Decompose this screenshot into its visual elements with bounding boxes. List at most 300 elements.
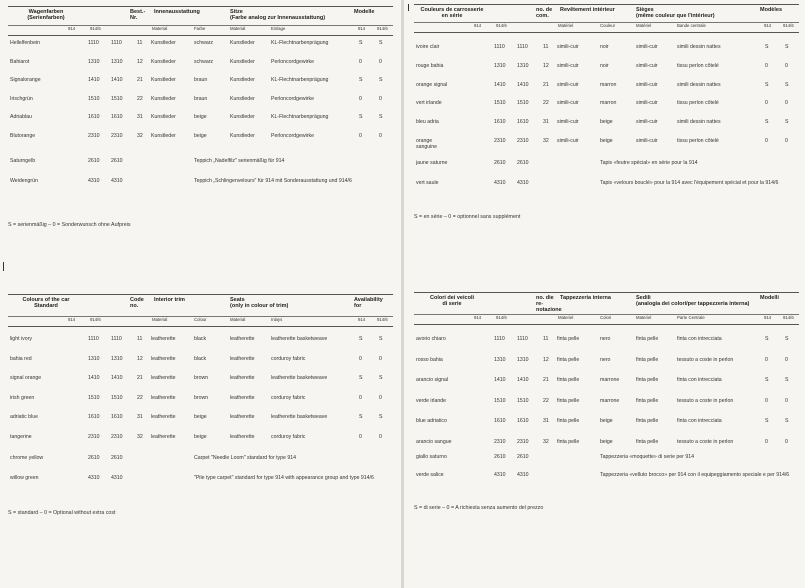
name: Bahiarot	[10, 58, 30, 65]
avail-914: 0	[765, 62, 768, 69]
trim-colour: marron	[600, 81, 617, 88]
avail-914: S	[359, 114, 363, 120]
trim-material: finta pelle	[557, 377, 580, 383]
name: vert irlande	[416, 100, 442, 107]
seat-inlay: KL-Flechtnarbenprägung	[271, 114, 329, 120]
seat-inlay: Perloncordgewirke	[271, 132, 314, 139]
table-row	[414, 336, 799, 346]
avail-914: S	[765, 336, 769, 342]
table-row	[8, 414, 393, 424]
name: Irischgrün	[10, 95, 33, 102]
table-row	[414, 398, 799, 408]
subheader-cell: 914/6	[90, 317, 101, 322]
trim-material: Kunstleder	[151, 40, 176, 46]
avail-9146: 0	[379, 132, 382, 139]
name: willow green	[10, 475, 39, 481]
seat-inlay: KL-Flechtnarbenprägung	[271, 77, 329, 83]
table-en	[8, 294, 393, 522]
code-9146: 1510	[111, 95, 123, 102]
avail-914: S	[765, 81, 769, 88]
code-9146: 1610	[517, 418, 529, 424]
order-no: 21	[137, 77, 143, 83]
avail-914: 0	[359, 58, 362, 65]
avail-9146: S	[379, 414, 383, 421]
trim-material: simili-cuir	[557, 62, 579, 69]
seat-material: finta pelle	[636, 377, 659, 383]
trim-material: Kunstleder	[151, 95, 176, 102]
seat-inlay: KL-Flechtnarbenprägung	[271, 40, 329, 46]
table-row	[414, 82, 799, 92]
avail-914: 0	[359, 355, 362, 362]
code-914: 1510	[88, 394, 100, 401]
code-9146: 2610	[517, 160, 529, 166]
subheader-cell: Einlage	[271, 26, 286, 31]
trim-material: simili-cuir	[557, 119, 579, 126]
trim-material: Kunstleder	[151, 132, 176, 139]
code-9146: 1110	[111, 336, 122, 342]
code-9146: 2310	[517, 438, 529, 445]
header-col3: Revêtement intérieur	[560, 7, 615, 13]
trim-colour: marrone	[600, 397, 620, 404]
carpet-note: Teppich „Nadelfilz" serienmäßig für 914	[194, 158, 285, 164]
table-row	[414, 418, 799, 428]
table-row	[8, 336, 393, 346]
code-9146: 1610	[517, 119, 529, 126]
name: blue adriatico	[416, 418, 447, 424]
trim-material: simili-cuir	[557, 138, 579, 144]
code-9146: 2610	[111, 158, 123, 164]
table-header	[8, 294, 393, 327]
seat-inlay: tessuto a coste in perlon	[677, 397, 734, 404]
trim-material: finta pelle	[557, 336, 580, 342]
table-row	[414, 119, 799, 129]
subheader-cell: Materiel	[558, 315, 574, 320]
avail-914: 0	[359, 95, 362, 102]
header-col1: Colori dei veicoli di serie	[429, 295, 474, 307]
header-col5: Modelle	[354, 9, 375, 15]
seat-material: leatherette	[230, 414, 255, 421]
code-914: 1610	[494, 418, 506, 424]
code-9146: 1510	[517, 397, 529, 404]
trim-colour: brown	[194, 375, 209, 382]
order-no: 32	[137, 132, 143, 139]
subheader-cell: 914/6	[783, 23, 794, 28]
name: ivoire clair	[416, 44, 440, 50]
trim-colour: black	[194, 336, 207, 342]
seat-material: leatherette	[230, 336, 255, 342]
trim-colour: marrone	[600, 377, 620, 383]
avail-914: S	[359, 336, 363, 342]
avail-9146: S	[379, 336, 383, 342]
code-914: 1310	[88, 58, 100, 65]
subheader-cell: Matériel	[558, 23, 574, 28]
header-col2: no. de com.	[536, 7, 553, 19]
table-row	[8, 434, 393, 444]
subheader-cell: Bande centrale	[677, 23, 706, 28]
trim-colour: beige	[194, 114, 207, 120]
seat-material: leatherette	[230, 355, 255, 362]
order-no: 12	[137, 355, 143, 362]
order-no: 12	[543, 62, 549, 69]
header-col3: Innenausstattung	[154, 9, 200, 15]
trim-material: Kunstleder	[151, 114, 176, 120]
name: signal orange	[10, 375, 42, 382]
code-9146: 2610	[517, 454, 529, 460]
table-row	[8, 455, 393, 465]
trim-colour: schwarz	[194, 58, 214, 65]
name: light ivory	[10, 336, 32, 342]
avail-914: S	[359, 414, 363, 421]
seat-material: Kunstleder	[230, 77, 255, 83]
order-no: 32	[137, 434, 143, 440]
code-914: 1410	[494, 377, 506, 383]
seat-material: simili-cuir	[636, 138, 658, 144]
trim-material: simili-cuir	[557, 100, 579, 107]
seat-inlay: leatherette basketweave	[271, 414, 328, 421]
trim-material: leatherette	[151, 434, 176, 440]
seat-material: simili-cuir	[636, 62, 658, 69]
order-no: 22	[137, 394, 143, 401]
code-9146: 1410	[111, 375, 123, 382]
code-9146: 4310	[517, 180, 529, 186]
order-no: 32	[543, 138, 549, 144]
avail-914: 0	[765, 100, 768, 107]
header-col5: Modèles	[760, 7, 783, 13]
header-col2: Best.- Nr.	[130, 9, 146, 21]
name: rouge bahia	[416, 62, 444, 69]
code-914: 4310	[494, 472, 506, 478]
avail-9146: 0	[785, 397, 788, 404]
header-col5: Availability for	[354, 297, 383, 309]
avail-914: 0	[359, 132, 362, 139]
trim-colour: braun	[194, 77, 208, 83]
seat-material: finta pelle	[636, 397, 659, 404]
trim-material: leatherette	[151, 336, 176, 342]
trim-material: finta pelle	[557, 356, 580, 363]
code-914: 2310	[494, 138, 506, 144]
name: avorio chiaro	[416, 336, 446, 342]
name: Signalorange	[10, 77, 41, 83]
trim-material: simili-cuir	[557, 44, 579, 50]
seat-inlay: Perloncordgewirke	[271, 95, 314, 102]
header-col3: Interior trim	[154, 297, 185, 303]
code-9146: 1110	[111, 40, 122, 46]
seat-inlay: finta con intrecciata	[677, 418, 722, 424]
subheader-cell: Material	[152, 317, 168, 322]
avail-9146: 0	[785, 438, 788, 445]
seat-inlay: tessuto a coste in perlon	[677, 438, 734, 445]
seat-material: Kunstleder	[230, 132, 255, 139]
name: jaune saturne	[416, 160, 448, 166]
trim-material: finta pelle	[557, 418, 580, 424]
code-914: 1510	[494, 397, 506, 404]
seat-inlay: simili dessin nattes	[677, 44, 721, 50]
subheader-cell: 914/6	[90, 26, 101, 31]
name: orange sanguine	[416, 138, 438, 150]
order-no: 11	[137, 336, 143, 342]
table-row	[414, 439, 799, 449]
table-row	[414, 472, 799, 482]
code-9146: 2310	[517, 138, 529, 144]
table-header	[414, 4, 799, 33]
avail-914: 0	[765, 356, 768, 363]
seat-material: Kunstleder	[230, 58, 255, 65]
code-9146: 2310	[111, 434, 123, 440]
trim-colour: nero	[600, 336, 611, 342]
header-col4: Sièges (même couleur que l'intérieur)	[636, 7, 715, 19]
table-row	[414, 160, 799, 170]
table-row	[8, 356, 393, 366]
header-col2: no. die re- notazione	[536, 295, 562, 313]
seat-material: simili-cuir	[636, 100, 658, 107]
trim-colour: beige	[600, 418, 613, 424]
subheader-cell: 914/6	[377, 26, 388, 31]
header-col1: Colours of the car Standard	[22, 297, 70, 309]
subheader-cell: 914	[764, 315, 772, 320]
order-no: 22	[543, 397, 549, 404]
subheader-cell: 914	[474, 23, 482, 28]
name: adriatic blue	[10, 414, 38, 421]
carpet-note: Tapis «velours bouclé» pour la 914 avec l'équipement spécial et pour la 914/6	[600, 180, 779, 186]
footnote: S = en série – 0 = optionnel sans supplément	[414, 214, 521, 220]
carpet-note: Tapis «feutre spécial» en série pour la 914	[600, 160, 698, 166]
table-row	[414, 63, 799, 73]
trim-material: simili-cuir	[557, 81, 579, 88]
table-row	[8, 395, 393, 405]
order-no: 31	[543, 418, 549, 424]
seat-inlay: leatherette basketweave	[271, 375, 328, 382]
page-spine	[401, 0, 404, 588]
seat-inlay: leatherette basketweave	[271, 336, 328, 342]
trim-material: leatherette	[151, 355, 176, 362]
code-9146: 1510	[517, 100, 529, 107]
order-no: 21	[543, 81, 549, 88]
trim-colour: beige	[600, 438, 613, 445]
table-row	[8, 375, 393, 385]
seat-material: leatherette	[230, 394, 255, 401]
table-row	[414, 100, 799, 110]
carpet-note: "Pile type carpet" standard for type 914 with appearance group and type 914/6	[194, 475, 374, 481]
code-9146: 1310	[111, 355, 123, 362]
seat-inlay: corduroy fabric	[271, 355, 306, 362]
code-914: 1410	[494, 81, 506, 88]
avail-914: S	[765, 377, 769, 383]
avail-914: 0	[359, 434, 362, 440]
avail-9146: S	[379, 77, 383, 83]
trim-material: Kunstleder	[151, 58, 176, 65]
code-914: 1410	[88, 375, 100, 382]
avail-914: 0	[765, 138, 768, 144]
seat-inlay: finta con intrecciata	[677, 377, 722, 383]
subheader-cell: 914	[474, 315, 482, 320]
seat-material: leatherette	[230, 375, 255, 382]
code-914: 2310	[494, 438, 506, 445]
header-col5: Modelli	[760, 295, 779, 301]
code-914: 4310	[88, 178, 100, 184]
code-914: 1110	[494, 336, 505, 342]
name: verde salice	[416, 472, 444, 478]
code-914: 1510	[494, 100, 506, 107]
trim-colour: black	[194, 355, 207, 362]
table-header	[414, 292, 799, 325]
avail-914: 0	[765, 397, 768, 404]
subheader-cell: Colori	[600, 315, 612, 320]
table-row	[8, 96, 393, 106]
name: orange signal	[416, 81, 448, 88]
trim-colour: nero	[600, 356, 611, 363]
header-col4: Sedili (analogia dei colori/per tappezzeria interna)	[636, 295, 750, 307]
seat-material: leatherette	[230, 434, 255, 440]
code-9146: 1310	[517, 62, 529, 69]
code-914: 2610	[88, 455, 100, 461]
subheader-cell: Matériel	[636, 23, 652, 28]
table-row	[8, 59, 393, 69]
avail-914: S	[359, 375, 363, 382]
code-914: 1510	[88, 95, 100, 102]
subheader-cell: 914	[764, 23, 772, 28]
code-9146: 1410	[517, 81, 529, 88]
seat-material: Kunstleder	[230, 95, 255, 102]
order-no: 12	[137, 58, 143, 65]
seat-inlay: corduroy fabric	[271, 434, 306, 440]
avail-9146: S	[785, 119, 789, 126]
code-9146: 4310	[111, 178, 123, 184]
seat-material: Kunstleder	[230, 114, 255, 120]
margin-mark	[3, 262, 4, 271]
avail-9146: 0	[785, 138, 788, 144]
table-row	[8, 114, 393, 124]
avail-9146: S	[379, 40, 383, 46]
subheader-cell: Materiel	[636, 315, 652, 320]
code-914: 4310	[494, 180, 506, 186]
seat-material: finta pelle	[636, 336, 659, 342]
seat-inlay: tessuto a coste in perlon	[677, 356, 734, 363]
code-9146: 2310	[111, 132, 123, 139]
code-914: 2610	[494, 160, 506, 166]
seat-inlay: finta con intrecciata	[677, 336, 722, 342]
table-row	[414, 357, 799, 367]
avail-914: 0	[359, 394, 362, 401]
header-col3: Tappezzeria interna	[560, 295, 611, 301]
trim-colour: brown	[194, 394, 209, 401]
name: Blutorange	[10, 132, 36, 139]
avail-9146: S	[379, 114, 383, 120]
table-row	[8, 77, 393, 87]
avail-914: 0	[765, 438, 768, 445]
trim-colour: marron	[600, 100, 617, 107]
table-row	[414, 44, 799, 54]
trim-material: finta pelle	[557, 438, 580, 445]
name: bleu adria	[416, 119, 439, 126]
subheader-cell: Colour	[194, 317, 207, 322]
subheader-cell: 914	[68, 26, 76, 31]
code-914: 1110	[88, 336, 99, 342]
avail-9146: 0	[379, 95, 382, 102]
avail-9146: 0	[785, 356, 788, 363]
table-row	[8, 133, 393, 143]
order-no: 11	[137, 40, 143, 46]
table-row	[414, 180, 799, 190]
subheader-cell: 914	[358, 317, 366, 322]
order-no: 31	[137, 114, 143, 120]
code-9146: 1110	[517, 44, 528, 50]
code-9146: 1410	[517, 377, 529, 383]
margin-mark	[408, 4, 409, 11]
code-914: 2610	[494, 454, 506, 460]
avail-914: S	[765, 44, 769, 50]
seat-inlay: tissu perlon côtelé	[677, 62, 719, 69]
name: vert saule	[416, 180, 439, 186]
table-row	[414, 454, 799, 464]
subheader-cell: Inlays	[271, 317, 283, 322]
carpet-note: Teppich „Schlingenvelours" für 914 mit Sonderausstattung und 914/6	[194, 178, 352, 184]
subheader-cell: Material	[230, 26, 246, 31]
name: tangerine	[10, 434, 32, 440]
code-914: 1310	[494, 62, 506, 69]
avail-9146: S	[379, 375, 383, 382]
trim-material: Kunstleder	[151, 77, 176, 83]
subheader-cell: Material	[230, 317, 246, 322]
header-col4: Sitze (Farbe analog zur Innenausstattung)	[230, 9, 326, 21]
seat-material: simili-cuir	[636, 119, 658, 126]
table-row	[8, 178, 393, 188]
avail-914: S	[359, 40, 363, 46]
header-col1: Wagenfarben (Serienfarben)	[27, 9, 65, 21]
code-914: 1310	[88, 355, 100, 362]
code-914: 2310	[88, 434, 100, 440]
order-no: 21	[137, 375, 143, 382]
seat-inlay: corduroy fabric	[271, 394, 306, 401]
avail-9146: S	[785, 44, 789, 50]
carpet-note: Carpet "Needle Loom" standard for type 914	[194, 455, 297, 461]
avail-9146: 0	[379, 58, 382, 65]
footnote: S = serienmäßig – 0 = Sonderwunsch ohne Aufpreis	[8, 222, 131, 228]
footnote: S = di serie – 0 = A richiesta senza aumento del prezzo	[414, 505, 544, 511]
code-914: 1610	[494, 119, 506, 126]
order-no: 11	[543, 336, 549, 342]
seat-material: finta pelle	[636, 356, 659, 363]
name: chrome yellow	[10, 455, 44, 461]
carpet-note: Tappezzeria «velluto brocco» per 914 con il equipeggiamento speciale e per 914/6	[600, 472, 790, 478]
table-row	[414, 138, 799, 148]
header-col2: Code no.	[130, 297, 144, 309]
avail-914: S	[765, 418, 769, 424]
name: Hellelfenbein	[10, 40, 40, 46]
code-9146: 1410	[111, 77, 123, 83]
trim-colour: beige	[194, 414, 207, 421]
subheader-cell: 914/6	[377, 317, 388, 322]
name: Saturngelb	[10, 158, 36, 164]
name: arancio signal	[416, 377, 449, 383]
code-9146: 4310	[517, 472, 529, 478]
name: verde irlande	[416, 397, 446, 404]
code-914: 1610	[88, 114, 100, 120]
header-col1: Couleurs de carrosserie en série	[420, 7, 484, 19]
code-9146: 1110	[517, 336, 528, 342]
table-row	[414, 377, 799, 387]
trim-material: leatherette	[151, 394, 176, 401]
trim-material: finta pelle	[557, 397, 580, 404]
order-no: 32	[543, 438, 549, 445]
order-no: 31	[137, 414, 143, 421]
name: Adriablau	[10, 114, 32, 120]
avail-9146: 0	[785, 100, 788, 107]
order-no: 22	[137, 95, 143, 102]
trim-material: leatherette	[151, 375, 176, 382]
seat-material: simili-cuir	[636, 81, 658, 88]
order-no: 31	[543, 119, 549, 126]
avail-9146: 0	[379, 355, 382, 362]
